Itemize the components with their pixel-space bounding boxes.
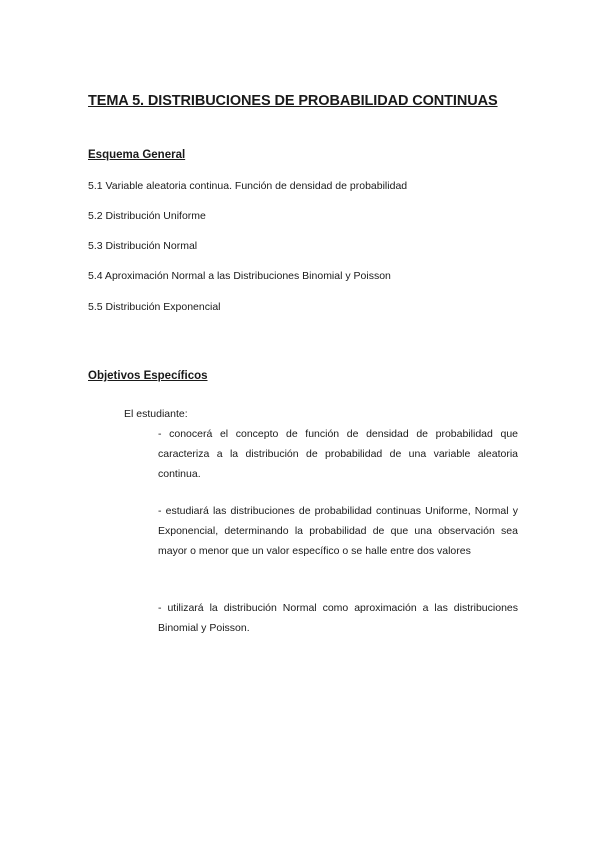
objective-item-1: - conocerá el concepto de función de densidad de probabilidad que caracteriza a la distribución de probabilidad de una variable aleatoria continua. [158, 428, 518, 480]
schema-item-5-4: 5.4 Aproximación Normal a las Distribuciones Binomial y Poisson [88, 270, 391, 282]
objectives-intro: El estudiante: [124, 408, 188, 420]
objectives-heading: Objetivos Específicos [88, 370, 208, 382]
schema-item-5-2: 5.2 Distribución Uniforme [88, 210, 206, 222]
schema-heading: Esquema General [88, 149, 186, 161]
schema-item-5-3: 5.3 Distribución Normal [88, 240, 198, 252]
objective-item-3: - utilizará la distribución Normal como aproximación a las distribuciones Binomial y Poisson. [158, 602, 518, 634]
objective-item-2: - estudiará las distribuciones de probabilidad continuas Uniforme, Normal y Exponencial, determinando la probabilidad de que una observación sea mayor o menor que un valor específico o se halle entre dos valores [158, 505, 518, 557]
document-title: TEMA 5. DISTRIBUCIONES DE PROBABILIDAD CONTINUAS [88, 93, 498, 109]
schema-item-5-1: 5.1 Variable aleatoria continua. Función de densidad de probabilidad [88, 180, 408, 192]
schema-item-5-5: 5.5 Distribución Exponencial [88, 301, 221, 313]
